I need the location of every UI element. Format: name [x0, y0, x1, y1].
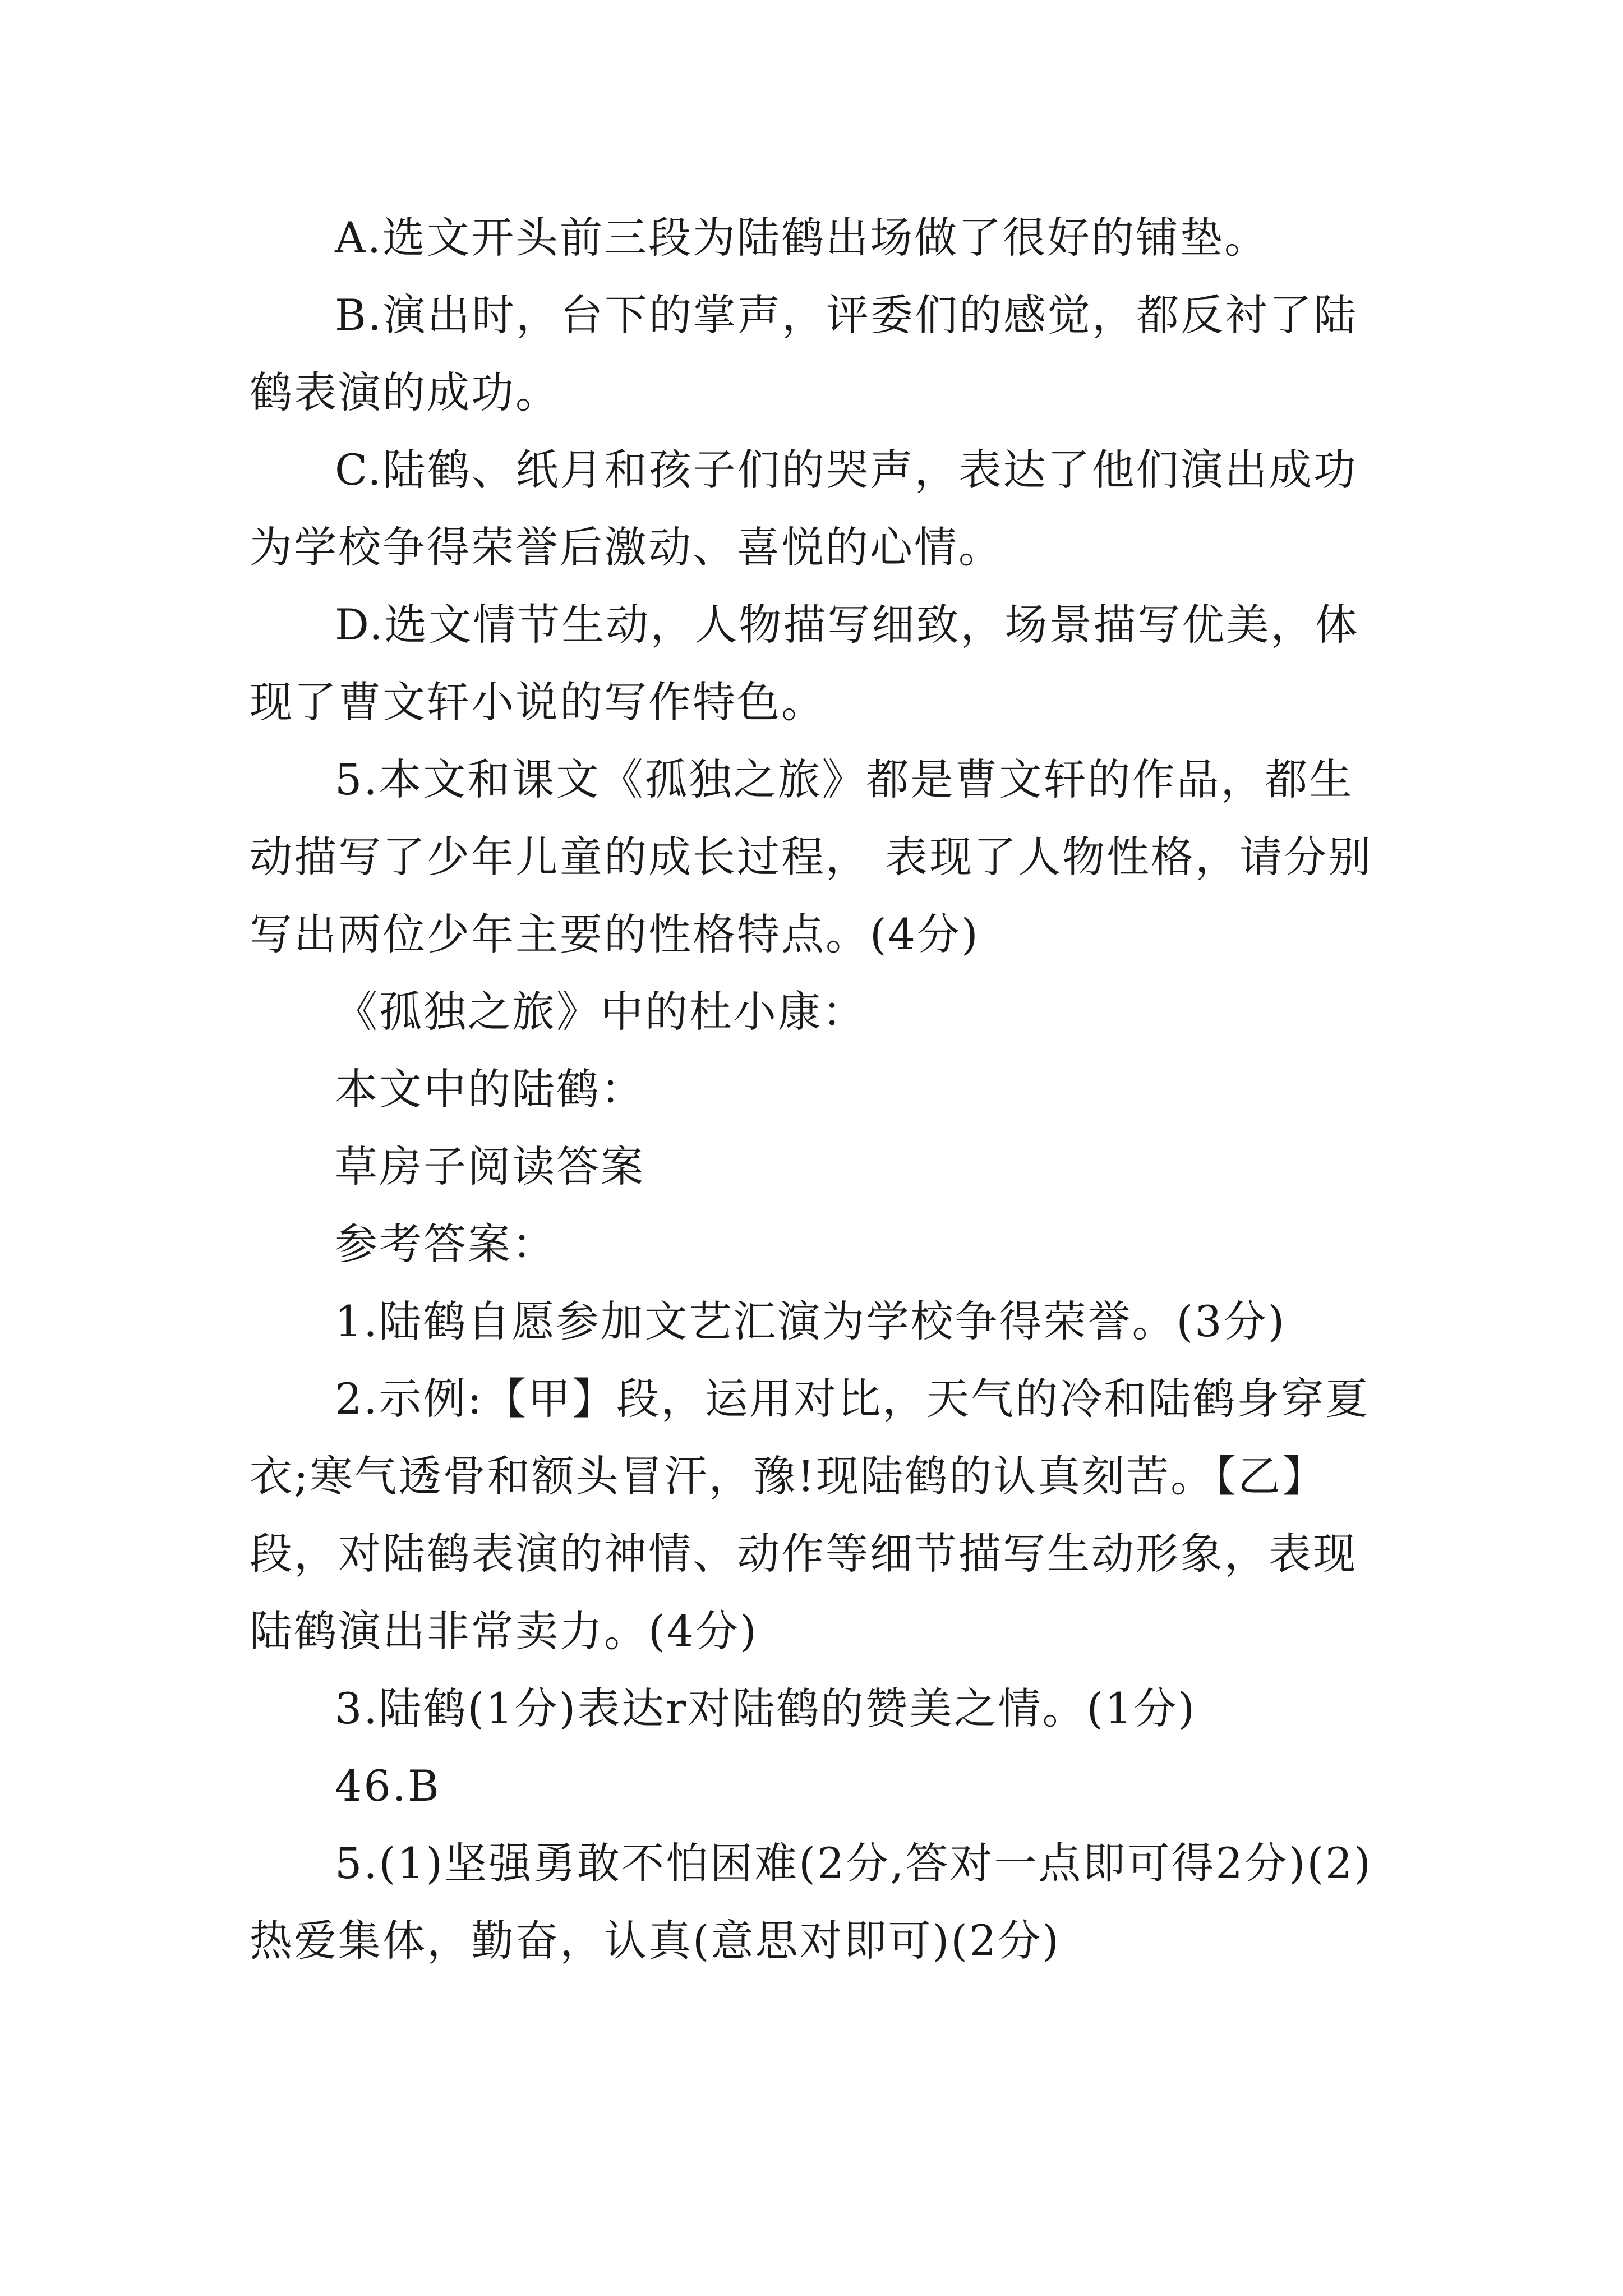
answer-3: 3.陆鹤(1分)表达r对陆鹤的赞美之情。(1分): [335, 1683, 1197, 1733]
option-d: D.选文情节生动，人物描写细致，场景描写优美，体现了曹文轩小说的写作特色。: [250, 600, 1359, 727]
question-5: 5.本文和课文《孤独之旅》都是曹文轩的作品，都生动描写了少年儿童的成长过程， 表现了人物性格，请分别写出两位少年主要的性格特点。(4分): [250, 754, 1373, 959]
section-heading: 草房子阅读答案: [335, 1142, 645, 1191]
answer-1: 1.陆鹤自愿参加文艺汇演为学校争得荣誉。(3分): [335, 1296, 1287, 1346]
document-body: [250, 199, 1388, 1980]
option-a: A.选文开头前三段为陆鹤出场做了很好的铺垫。: [335, 213, 1269, 263]
answer-line-lu-he: 本文中的陆鹤：: [335, 1064, 645, 1114]
option-b: B.演出时，台下的掌声，评委们的感觉，都反衬了陆鹤表演的成功。: [250, 290, 1358, 417]
reference-answer-label: 参考答案：: [335, 1219, 556, 1269]
answer-5: 5.(1)坚强勇敢不怕困难(2分,答对一点即可得2分)(2)热爱集体，勤奋，认真(意思对即可)(2分): [250, 1838, 1372, 1966]
option-c: C.陆鹤、纸月和孩子们的哭声，表达了他们演出成功为学校争得荣誉后激动、喜悦的心情。: [250, 445, 1358, 572]
answer-2: 2.示例:【甲】段，运用对比，天气的冷和陆鹤身穿夏衣;寒气透骨和额头冒汗，豫!现陆鹤的认真刻苦。【乙】段，对陆鹤表演的神情、动作等细节描写生动形象，表现陆鹤演出非常卖力。(4分): [250, 1374, 1370, 1656]
answer-line-du-xiaokang: 《孤独之旅》中的杜小康：: [335, 987, 866, 1037]
answer-4: 46.B: [335, 1761, 441, 1811]
